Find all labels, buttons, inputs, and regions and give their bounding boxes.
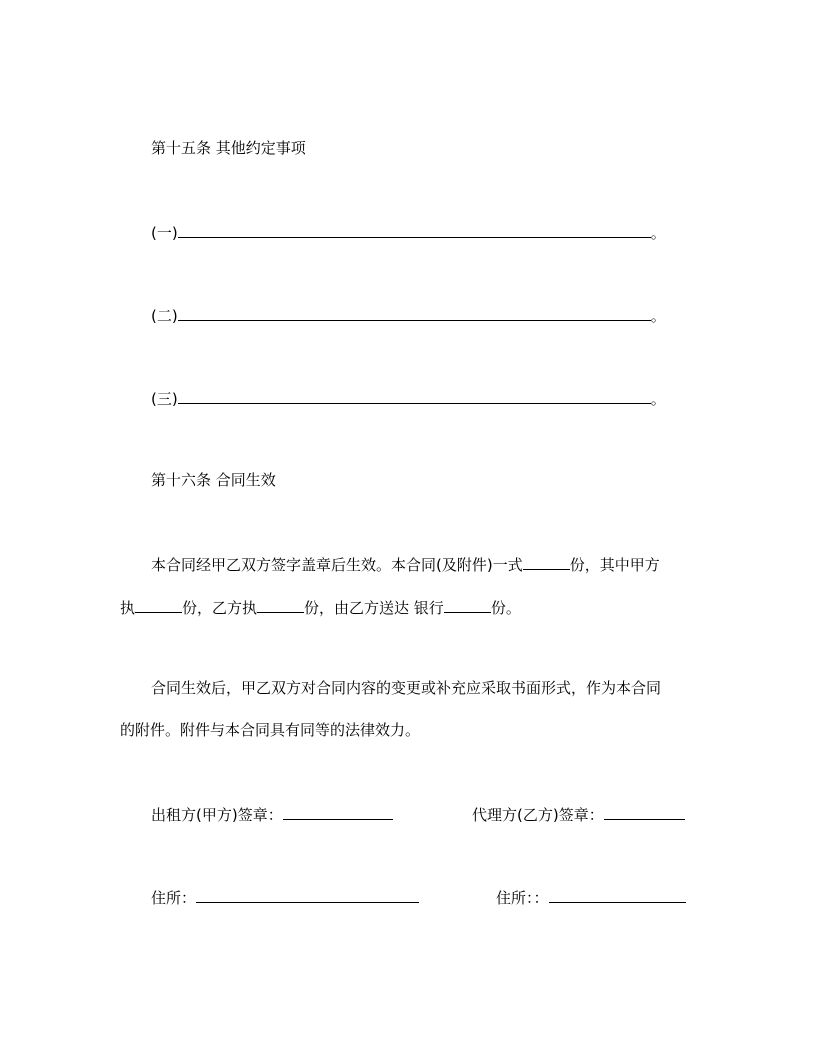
- amendment-paragraph-line-2: 的附件。附件与本合同具有同等的法律效力。: [120, 721, 421, 739]
- item-3-blank: [178, 387, 651, 404]
- lessor-signature-line: [151, 803, 393, 823]
- item-2-suffix: 。: [650, 307, 666, 325]
- effect-text-1b: 份，其中甲方: [569, 556, 660, 574]
- item-3-suffix: 。: [650, 390, 666, 408]
- effect-text-1a: 本合同经甲乙双方签字盖章后生效。本合同(及附件)一式: [151, 556, 523, 574]
- agent-address-line: [496, 886, 686, 906]
- copies-total-blank: [523, 553, 570, 570]
- effect-text-2c: 份，由乙方送达 银行: [304, 599, 444, 617]
- item-2-line: [151, 304, 666, 324]
- item-2-prefix: (二): [151, 307, 178, 325]
- effect-paragraph-line-2: [120, 596, 521, 616]
- item-1-suffix: 。: [650, 224, 666, 242]
- agent-signature-line: [472, 803, 685, 823]
- item-3-prefix: (三): [151, 390, 178, 408]
- item-3-line: [151, 387, 666, 407]
- agent-signature-blank: [604, 803, 685, 820]
- agent-address-label: 住所：：: [496, 889, 549, 907]
- effect-text-2a: 执: [120, 599, 136, 617]
- lessor-address-label: 住所：: [151, 889, 197, 907]
- lessor-signature-blank: [283, 803, 393, 820]
- effect-paragraph-line-1: [151, 553, 660, 573]
- item-1-prefix: (一): [151, 224, 178, 242]
- copies-bank-blank: [444, 596, 491, 613]
- agent-signature-label: 代理方(乙方)签章：: [472, 806, 604, 824]
- lessor-signature-label: 出租方(甲方)签章：: [151, 806, 283, 824]
- item-1-blank: [178, 221, 651, 238]
- lessor-address-line: [151, 886, 419, 906]
- article-15-heading: 第十五条 其他约定事项: [151, 139, 306, 157]
- agent-address-blank: [549, 886, 686, 903]
- article-16-heading: 第十六条 合同生效: [151, 471, 276, 489]
- copies-party-b-blank: [257, 596, 304, 613]
- copies-party-a-blank: [135, 596, 182, 613]
- item-1-line: [151, 221, 666, 241]
- item-2-blank: [178, 304, 651, 321]
- effect-text-2d: 份。: [490, 599, 521, 617]
- lessor-address-blank: [196, 886, 419, 903]
- effect-text-2b: 份，乙方执: [182, 599, 258, 617]
- amendment-paragraph-line-1: 合同生效后，甲乙双方对合同内容的变更或补充应采取书面形式，作为本合同: [151, 679, 662, 697]
